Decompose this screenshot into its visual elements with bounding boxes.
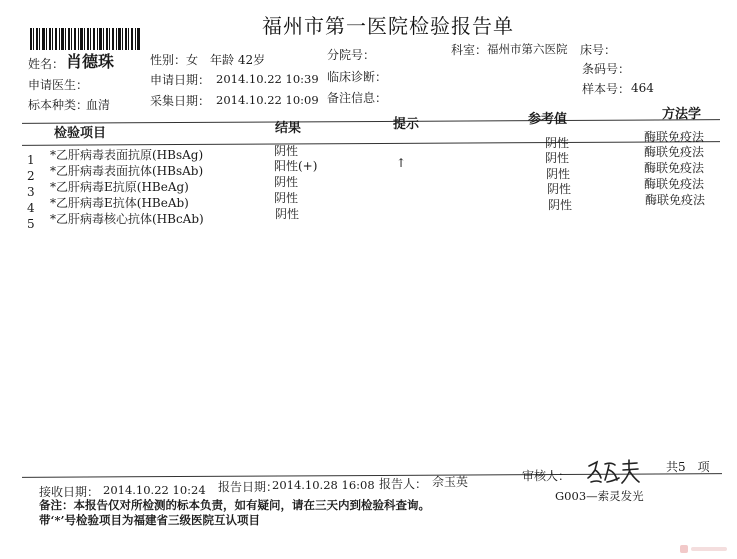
- row-2-method: 酶联免疫法: [644, 145, 705, 159]
- header-result: 结果: [275, 121, 302, 136]
- header-ref: 参考值: [528, 112, 568, 127]
- diagnosis-label: 临床诊断：: [327, 70, 388, 84]
- doctor-label: 申请医生：: [28, 78, 89, 92]
- receive-date-label: 接收日期：: [39, 485, 100, 499]
- row-1-ref: 阴性: [545, 136, 570, 150]
- collect-date-label: 采集日期：: [150, 94, 211, 108]
- apply-date-label: 申请日期：: [150, 73, 211, 87]
- dept-value: 福州市第六医院: [487, 42, 568, 56]
- dept-label: 科室：: [451, 43, 488, 57]
- patient-gender: 性别：女: [150, 53, 199, 67]
- row-4-no: 4: [27, 201, 35, 215]
- row-4-method: 酶联免疫法: [644, 177, 705, 191]
- sample-type-label: 标本种类：: [28, 98, 89, 112]
- watermark-mark: [680, 544, 730, 554]
- reviewer-code: G003—索灵发光: [555, 489, 644, 503]
- row-2-ref: 阴性: [545, 151, 570, 165]
- report-date: 2014.10.28 16:08: [272, 478, 375, 492]
- header-flag: 提示: [393, 117, 420, 132]
- name-label: 姓名：: [28, 57, 65, 71]
- row-5-ref: 阴性: [548, 198, 573, 212]
- table-header-rule: [22, 141, 720, 146]
- reviewer-label: 审核人：: [522, 469, 571, 483]
- row-2-flag-up-arrow-icon: ↑: [396, 156, 407, 170]
- footer-note-1: 备注：本报告仅对所检测的标本负责，如有疑问，请在三天内到检验科查询。: [39, 498, 430, 512]
- row-3-item: *乙肝病毒E抗原(HBeAg): [50, 180, 189, 194]
- reporter-label: 报告人：: [379, 477, 428, 491]
- row-2-no: 2: [27, 169, 35, 183]
- row-4-item: *乙肝病毒E抗体(HBeAb): [50, 196, 189, 210]
- sample-no-label: 样本号：: [582, 82, 631, 96]
- apply-date: 2014.10.22 10:39: [216, 72, 319, 86]
- table-top-rule: [22, 119, 720, 124]
- header-item: 检验项目: [54, 126, 107, 141]
- row-5-item: *乙肝病毒核心抗体(HBcAb): [50, 212, 204, 226]
- collect-date: 2014.10.22 10:09: [216, 93, 319, 107]
- patient-name: 肖德珠: [66, 52, 115, 71]
- row-2-item: *乙肝病毒表面抗体(HBsAb): [50, 164, 204, 178]
- row-3-method: 酶联免疫法: [644, 161, 705, 175]
- reviewer-signature: [585, 458, 641, 486]
- row-4-result: 阴性: [274, 191, 299, 205]
- row-2-result: 阳性(+): [274, 159, 318, 173]
- row-3-ref: 阴性: [546, 167, 571, 181]
- row-5-method: 酶联免疫法: [645, 193, 706, 207]
- branch-label: 分院号：: [327, 48, 376, 62]
- reporter-name: 佘玉英: [432, 475, 469, 489]
- row-3-result: 阴性: [274, 175, 299, 189]
- row-1-no: 1: [27, 153, 35, 167]
- barcode-label: 条码号：: [582, 62, 631, 76]
- footer-note-2: 带‘*’号检验项目为福建省三级医院互认项目: [39, 513, 261, 527]
- row-3-no: 3: [27, 185, 35, 199]
- row-5-result: 阴性: [275, 207, 300, 221]
- row-1-result: 阴性: [274, 144, 299, 158]
- report-date-label: 报告日期：: [218, 480, 279, 494]
- page-count: 共5 项: [666, 460, 710, 474]
- bed-label: 床号：: [580, 43, 617, 57]
- sample-no: 464: [631, 81, 654, 95]
- sample-type: 血清: [86, 98, 111, 112]
- patient-age: 年龄 42岁: [210, 53, 266, 67]
- row-1-method: 酶联免疫法: [644, 130, 705, 144]
- barcode-graphic: [30, 28, 140, 50]
- report-title: 福州市第一医院检验报告单: [262, 14, 514, 38]
- row-5-no: 5: [27, 217, 35, 231]
- row-4-ref: 阴性: [547, 182, 572, 196]
- header-method: 方法学: [662, 107, 702, 122]
- remarks-label: 备注信息：: [327, 91, 388, 105]
- row-1-item: *乙肝病毒表面抗原(HBsAg): [50, 148, 204, 162]
- receive-date: 2014.10.22 10:24: [103, 483, 206, 497]
